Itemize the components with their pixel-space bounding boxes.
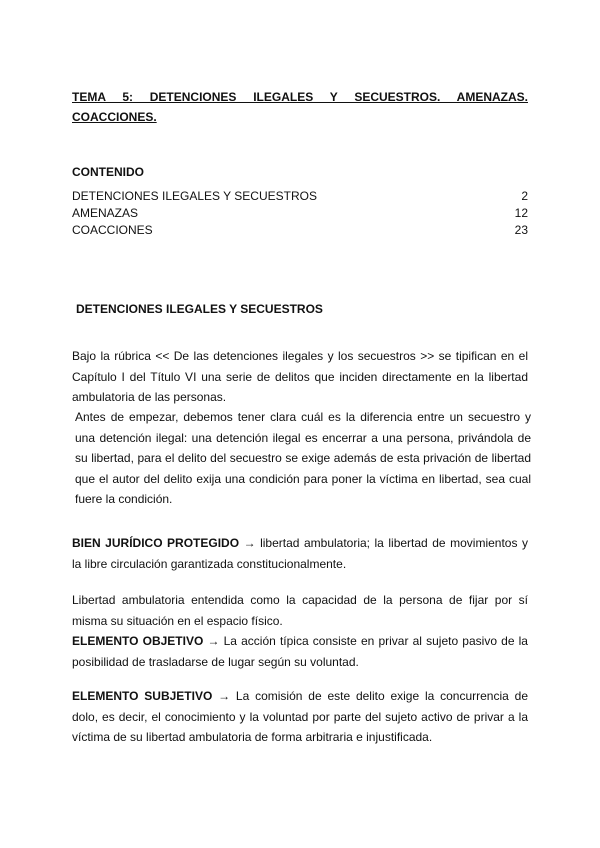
- toc-entry-label: DETENCIONES ILEGALES Y SECUESTROS: [72, 189, 317, 203]
- table-of-contents: [72, 188, 528, 239]
- title-line-1: TEMA 5: DETENCIONES ILEGALES Y SECUESTROS. AMENAZAS.: [72, 90, 528, 104]
- elemento-objetivo-text: La acción típica consiste en privar al sujeto pasivo de la posibilidad de trasladarse de lugar según su voluntad.: [72, 634, 528, 669]
- bien-juridico-text: libertad ambulatoria; la libertad de movimientos y la libre circulación garantizada constitucionalmente.: [72, 536, 528, 571]
- toc-entry-label: AMENAZAS: [72, 206, 139, 220]
- toc-entry-page: 23: [514, 223, 528, 237]
- paragraph-bien-juridico: [72, 533, 528, 574]
- paragraph-elemento-objetivo: [72, 631, 528, 672]
- elemento-subjetivo-text: La comisión de este delito exige la concurrencia de dolo, es decir, el conocimiento y la voluntad por parte del sujeto activo de privar a la víctima de su libertad ambulatoria de forma arbitraria e injustificada.: [72, 689, 528, 744]
- paragraph-elemento-subjetivo: [72, 686, 528, 748]
- toc-entry: [72, 188, 528, 205]
- paragraph-libertad-ambulatoria: Libertad ambulatoria entendida como la capacidad de la persona de fijar por sí misma su situación en el espacio físico.: [72, 593, 528, 628]
- section-heading: DETENCIONES ILEGALES Y SECUESTROS: [76, 302, 323, 316]
- paragraph-intro: Bajo la rúbrica << De las detenciones ilegales y los secuestros >> se tipifican en el Capítulo I del Título VI una serie de delitos que inciden directamente en la libertad ambulatoria de las personas.: [72, 349, 528, 404]
- toc-entry: [72, 205, 528, 222]
- toc-entry: [72, 222, 528, 239]
- toc-entry-page: 12: [514, 206, 528, 220]
- paragraph-difference: Antes de empezar, debemos tener clara cuál es la diferencia entre un secuestro y una detención ilegal: una detención ilegal es encerrar a una persona, privándola de su libertad, para el delito del secuestro se exige además de esta privación de libertad que el autor del delito exija una condición para poner la víctima en libertad, sea cual fuere la condición.: [75, 410, 531, 506]
- elemento-objetivo-label: ELEMENTO OBJETIVO →: [72, 634, 220, 648]
- toc-entry-page: 2: [521, 189, 528, 203]
- title-line-2: COACCIONES.: [72, 110, 157, 124]
- document-title: [72, 87, 528, 127]
- toc-heading: CONTENIDO: [72, 165, 144, 179]
- toc-entry-label: COACCIONES: [72, 223, 153, 237]
- elemento-subjetivo-label: ELEMENTO SUBJETIVO →: [72, 689, 231, 703]
- bien-juridico-label: BIEN JURÍDICO PROTEGIDO →: [72, 536, 256, 550]
